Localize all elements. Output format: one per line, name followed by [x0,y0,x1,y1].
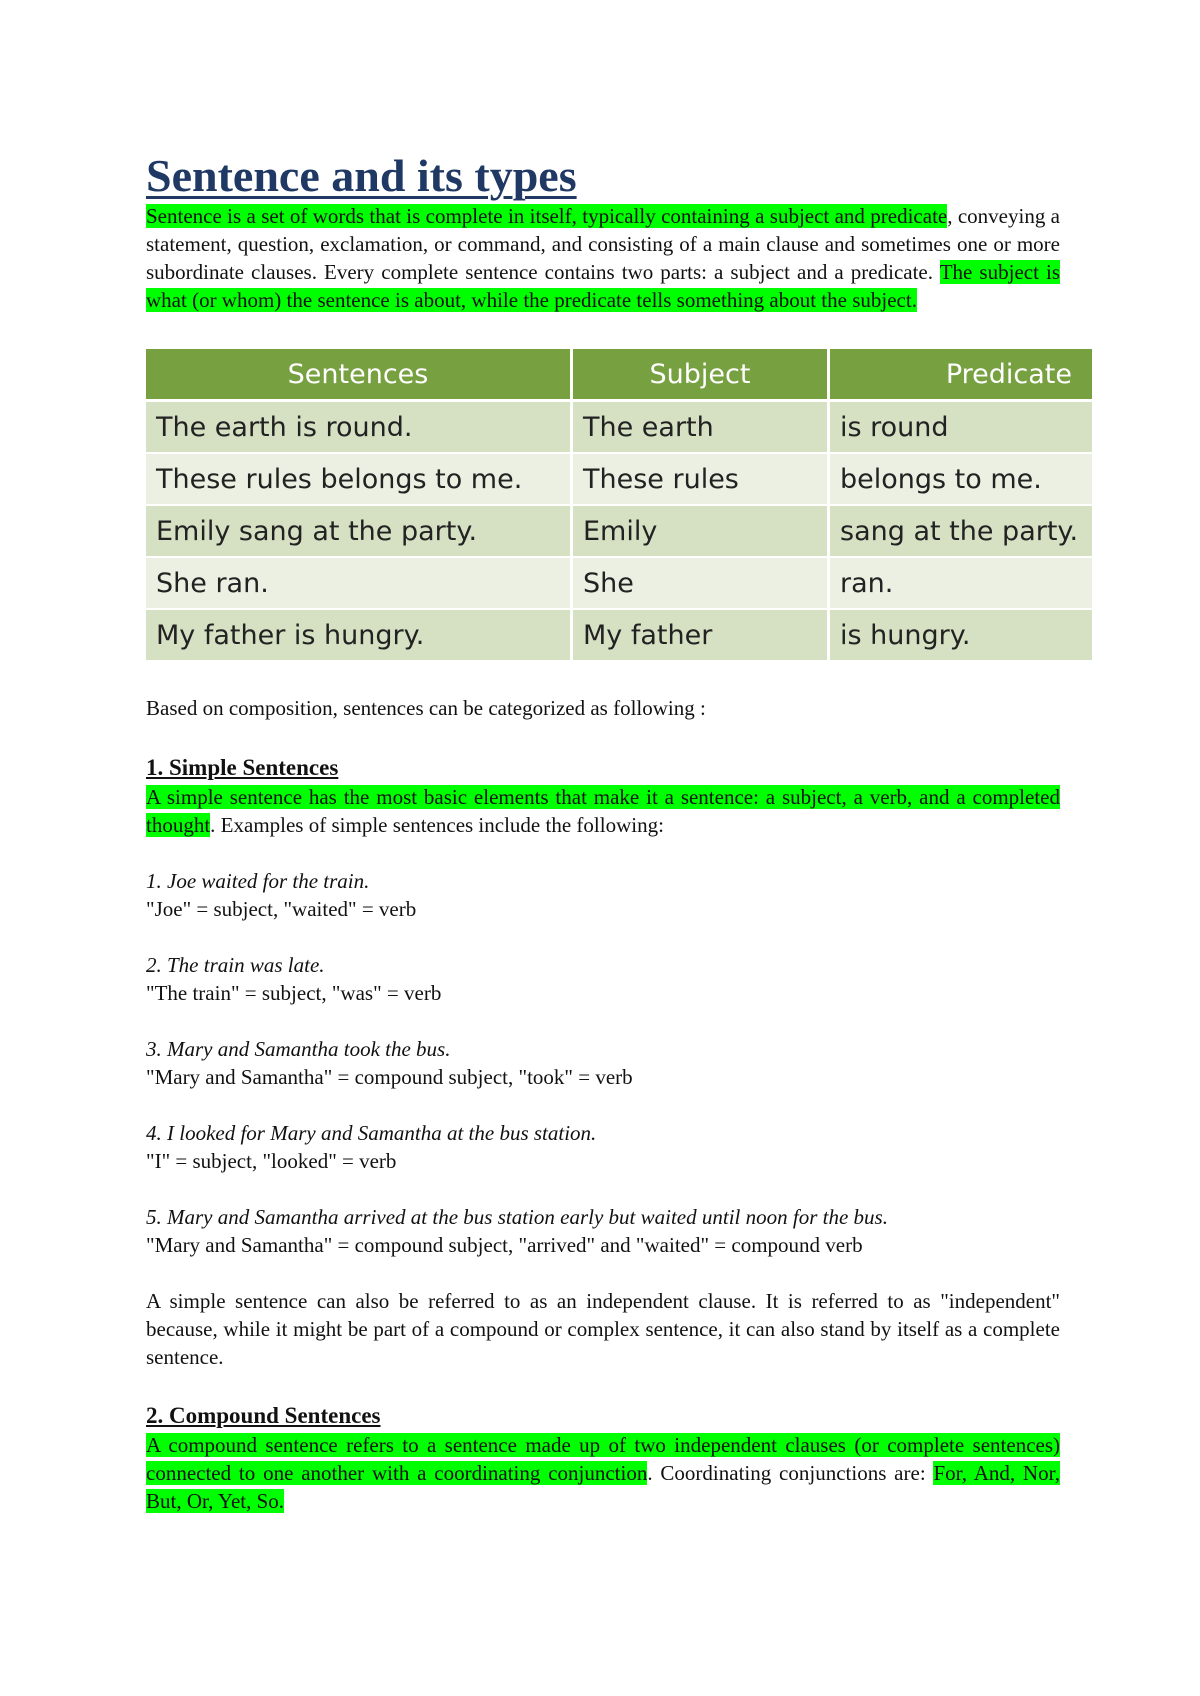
table-row [146,402,1092,454]
cell-predicate: is hungry. [830,610,1092,662]
page-title: Sentence and its types [146,150,577,201]
compound-text: . Coordinating conjunctions are: [647,1461,934,1485]
example-sentence: 2. The train was late. [146,953,325,977]
cell-sentence: These rules belongs to me. [146,454,573,506]
example-analysis: "Mary and Samantha" = compound subject, "took" = verb [146,1065,633,1089]
cell-sentence: My father is hungry. [146,610,573,662]
example-analysis: "I" = subject, "looked" = verb [146,1149,397,1173]
cell-sentence: She ran. [146,558,573,610]
conjunctions-highlight: For, And, Nor, But, Or, Yet, So. [146,1461,1060,1513]
table-row [146,454,1092,506]
cell-predicate: is round [830,402,1092,454]
simple-highlight: A simple sentence has the most basic elements that make it a sentence: a subject, a verb, and a completed thought [146,785,1060,837]
example-sentence: 5. Mary and Samantha arrived at the bus station early but waited until noon for the bus. [146,1205,888,1229]
example-sentence: 1. Joe waited for the train. [146,869,370,893]
simple-sentences-heading: 1. Simple Sentences [146,755,339,780]
example-analysis: "Joe" = subject, "waited" = verb [146,897,417,921]
intro-highlight-1: Sentence is a set of words that is complete in itself, typically containing a subject and predicate [146,204,948,228]
cell-predicate: ran. [830,558,1092,610]
compound-sentences-heading: 2. Compound Sentences [146,1403,381,1428]
composition-text: Based on composition, sentences can be categorized as following : [146,696,706,720]
table-row [146,558,1092,610]
example-sentence: 3. Mary and Samantha took the bus. [146,1037,451,1061]
compound-highlight: A compound sentence refers to a sentence made up of two independent clauses (or complete sentences) connected to one another with a coordinating conjunction [146,1433,1060,1485]
cell-subject: She [573,558,830,610]
simple-text: . Examples of simple sentences include the following: [210,813,664,837]
table-row [146,506,1092,558]
simple-definition [146,783,1060,839]
cell-subject: The earth [573,402,830,454]
example-analysis: "The train" = subject, "was" = verb [146,981,442,1005]
cell-predicate: belongs to me. [830,454,1092,506]
sentence-parts-table [146,349,1092,662]
table-header-row [146,349,1092,402]
compound-definition [146,1431,1060,1515]
cell-sentence: The earth is round. [146,402,573,454]
cell-subject: Emily [573,506,830,558]
header-predicate: Predicate [830,349,1092,402]
header-subject: Subject [573,349,830,402]
cell-subject: These rules [573,454,830,506]
intro-highlight-2: The subject is what (or whom) the sentence is about, while the predicate tells something about the subject. [146,260,1060,312]
document-page [146,150,1079,1515]
intro-text: , conveying a statement, question, exclamation, or command, and consisting of a main clause and sometimes one or more subordinate clauses. Every complete sentence contains two parts: a subject and a predicate. [146,204,1060,284]
intro-paragraph [146,202,1060,314]
table-row [146,610,1092,662]
simple-closing-paragraph: A simple sentence can also be referred to as an independent clause. It is referred to as "independent" because, while it might be part of a compound or complex sentence, it can also stand by itself as a complete sentence. [146,1289,1060,1369]
example-sentence: 4. I looked for Mary and Samantha at the bus station. [146,1121,597,1145]
example-analysis: "Mary and Samantha" = compound subject, "arrived" and "waited" = compound verb [146,1233,863,1257]
header-sentences: Sentences [146,349,573,402]
cell-predicate: sang at the party. [830,506,1092,558]
cell-sentence: Emily sang at the party. [146,506,573,558]
cell-subject: My father [573,610,830,662]
